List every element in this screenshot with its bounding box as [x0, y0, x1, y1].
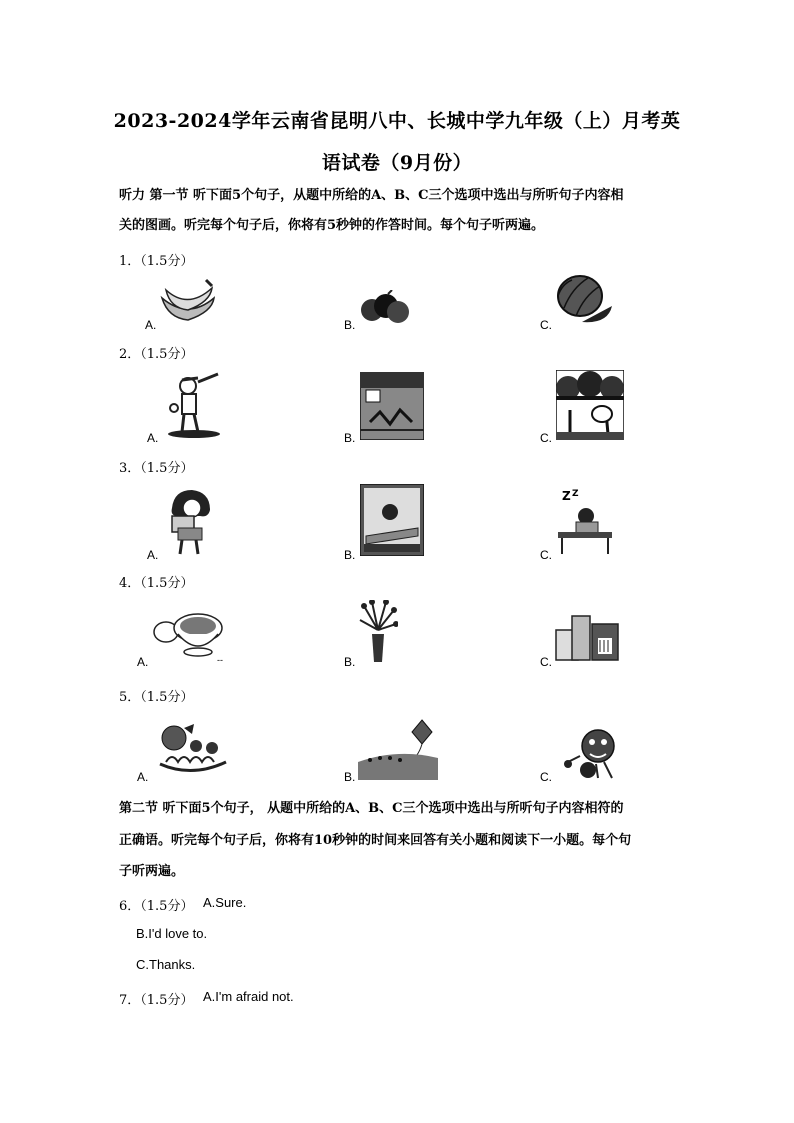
lion-dance-icon [560, 726, 622, 780]
sleeping-at-desk-icon [556, 488, 614, 556]
section1-instruction-line-1: 听力 第一节 听下面5个句子，从题中所给的A、B、C三个选项中选出与所听句子内容相 [119, 188, 624, 203]
question-5-number: 5．（1.5分） [119, 690, 194, 705]
section2-instruction-line-3: 子听两遍。 [119, 864, 185, 879]
svg-text:Z: Z [572, 489, 579, 499]
question-4-scan-mark: -- [217, 655, 223, 665]
question-3-option-b[interactable]: B. [344, 548, 356, 562]
question-2-option-a[interactable]: A. [147, 431, 159, 445]
question-4-option-c[interactable]: C. [540, 655, 552, 669]
question-6-number: 6．（1.5分） [119, 899, 194, 914]
exam-title-line-2: 语试卷（9月份） [321, 152, 473, 174]
question-1-option-c[interactable]: C. [540, 318, 552, 332]
question-1-option-a[interactable]: A. [145, 318, 157, 332]
question-4-option-a[interactable]: A. [137, 655, 149, 669]
question-7-number: 7．（1.5分） [119, 993, 194, 1008]
question-4-option-b[interactable]: B. [344, 655, 356, 669]
soccer-park-icon [556, 370, 624, 440]
question-6-option-c[interactable]: C.Thanks. [136, 957, 196, 972]
plums-icon [358, 290, 412, 326]
bananas-icon [158, 276, 218, 326]
section2-instruction-line-1: 第二节 听下面5个句子， 从题中所给的A、B、C三个选项中选出与所听句子内容相符的 [119, 801, 624, 816]
svg-text:Z: Z [562, 489, 571, 503]
question-5-option-b[interactable]: B. [344, 770, 356, 784]
question-7-option-a[interactable]: A.I'm afraid not. [203, 989, 294, 1004]
question-4-number: 4．（1.5分） [119, 576, 194, 591]
exam-title-line-1: 2023-2024学年云南省昆明八中、长城中学九年级（上）月考英 [113, 110, 681, 132]
basketball-court-icon [360, 372, 424, 440]
question-1-option-b[interactable]: B. [344, 318, 356, 332]
question-3-option-c[interactable]: C. [540, 548, 552, 562]
question-1-number: 1．（1.5分） [119, 254, 194, 269]
question-2-option-b[interactable]: B. [344, 431, 356, 445]
baseball-player-icon [164, 372, 222, 438]
question-6-option-b[interactable]: B.I'd love to. [136, 926, 208, 941]
question-5-option-a[interactable]: A. [137, 770, 149, 784]
question-2-option-c[interactable]: C. [540, 431, 552, 445]
question-5-option-c[interactable]: C. [540, 770, 552, 784]
girl-reading-icon [164, 488, 214, 556]
section2-instruction-line-2: 正确语。听完每个句子后，你将有10秒钟的时间来回答有关小题和阅读下一小题。每个句 [119, 833, 632, 848]
milk-cartons-icon [554, 610, 620, 662]
question-6-option-a[interactable]: A.Sure. [203, 895, 247, 910]
question-2-number: 2．（1.5分） [119, 347, 194, 362]
tea-bowl-icon [150, 608, 226, 660]
question-3-number: 3．（1.5分） [119, 461, 194, 476]
flower-vase-icon [358, 600, 398, 664]
watermelon-icon [554, 274, 614, 328]
dragon-boat-icon [156, 722, 228, 778]
section1-instruction-line-2: 关的图画。听完每个句子后，你将有5秒钟的作答时间。每个句子听两遍。 [119, 218, 545, 233]
kite-flying-icon [358, 718, 438, 780]
boy-studying-icon [360, 484, 424, 556]
question-3-option-a[interactable]: A. [147, 548, 159, 562]
